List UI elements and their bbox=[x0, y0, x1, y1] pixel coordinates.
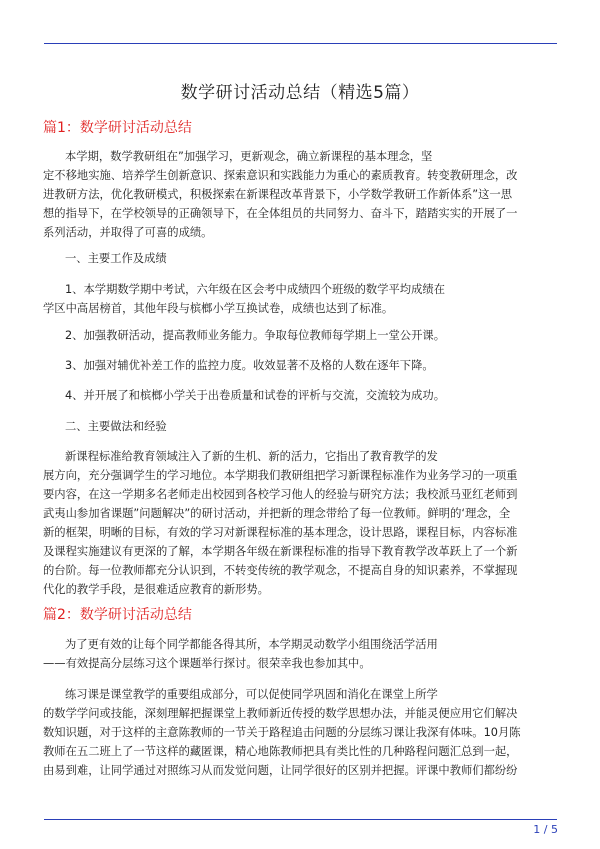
text-line: 由易到难，让同学通过对照练习从而发觉问题，让同学很好的区别并把握。评课中教师们都纷纷 bbox=[43, 764, 518, 777]
item-1-paragraph bbox=[43, 280, 558, 318]
item-2-paragraph bbox=[43, 326, 558, 345]
text-line: 要内容，在这一学期多名老师走出校园到各校学习他人的经验与研究方法；我校派马亚红老师到 bbox=[43, 488, 518, 501]
subheading-text: 二、主要做法和经验 bbox=[65, 420, 167, 433]
text-line: 展方向，充分强调学生的学习地位。本学期我们教研组把学习新课程标准作为业务学习的一项重 bbox=[43, 469, 518, 482]
text-line: 本学期，数学教研组在”加强学习，更新观念，确立新课程的基本理念，坚 bbox=[65, 150, 433, 163]
item-3-paragraph bbox=[43, 356, 558, 375]
text-line: 新课程标准给教育领域注入了新的生机、新的活力，它指出了教育教学的发 bbox=[65, 450, 438, 463]
footer-rule bbox=[44, 819, 557, 820]
text-line: 代化的教学手段，是很难适应教育的新形势。 bbox=[43, 583, 269, 596]
text-line: 新的框架，明晰的目标，有效的学习对新课程标准的基本理念，设计思路，课程目标，内容标准 bbox=[43, 526, 518, 539]
section-2-intro-paragraph bbox=[43, 635, 558, 673]
text-line: 为了更有效的让每个同学都能各得其所，本学期灵动数学小组围绕活学活用 bbox=[65, 638, 438, 651]
text-line: 想的指导下，在学校领导的正确领导下，在全体组员的共同努力、奋斗下，踏踏实实的开展了一 bbox=[43, 207, 518, 220]
text-line: 武夷山参加省课题”问题解决”的研讨活动，并把新的理念带给了每一位教师。鲜明的‘理念，全 bbox=[43, 507, 511, 520]
subheading-main-work bbox=[43, 249, 558, 268]
text-line: 定不移地实施、培养学生创新意识、探索意识和实践能力为重心的素质教育。转变教研理念，改 bbox=[43, 169, 518, 182]
section-1-intro-paragraph bbox=[43, 147, 558, 242]
section-2-body-paragraph bbox=[43, 685, 558, 780]
header-rule bbox=[44, 43, 557, 44]
subheading-text: 一、主要工作及成绩 bbox=[65, 252, 167, 265]
text-line: 1、本学期数学期中考试，六年级在区会考中成绩四个班级的数学平均成绩在 bbox=[65, 283, 445, 296]
text-line: 的台阶。每一位教师都充分认识到，不转变传统的教学观念，不提高自身的知识素养，不掌握现 bbox=[43, 564, 518, 577]
item-4-paragraph bbox=[43, 386, 558, 405]
section-1-heading: 篇1：数学研讨活动总结 bbox=[43, 120, 192, 136]
text-line: 的数学学问或技能，深刻理解把握课堂上教师新近传授的数学思想办法，并能灵便应用它们解决 bbox=[43, 707, 518, 720]
text-line: 教师在五二班上了一节这样的藏匿课，精心地陈教师把具有类比性的几种路程问题汇总到一起， bbox=[43, 745, 518, 758]
text-line: 4、并开展了和槟榔小学关于出卷质量和试卷的评析与交流，交流较为成功。 bbox=[65, 389, 445, 402]
text-line: 2、加强教研活动，提高教师业务能力。争取每位教师每学期上一堂公开课。 bbox=[65, 329, 445, 342]
text-line: 练习课是课堂教学的重要组成部分，可以促使同学巩固和消化在课堂上所学 bbox=[65, 688, 438, 701]
text-line: ——有效提高分层练习这个课题举行探讨。很荣幸我也参加其中。 bbox=[43, 657, 371, 670]
text-line: 数知识题，对于这样的主意陈教师的一节关于路程追击问题的分层练习课让我深有体味。10月陈 bbox=[43, 726, 521, 739]
text-line: 进教研方法，优化教研模式，积极探索在新课程改革背景下，小学数学教研工作新体系”这一思 bbox=[43, 188, 513, 201]
text-line: 学区中高居榜首，其他年段与槟榔小学互换试卷，成绩也达到了标准。 bbox=[43, 302, 394, 315]
subheading-practice bbox=[43, 417, 558, 436]
section-2-heading: 篇2：数学研讨活动总结 bbox=[43, 607, 192, 623]
document-title: 数学研讨活动总结（精选5篇） bbox=[180, 83, 420, 103]
text-line: 3、加强对辅优补差工作的监控力度。收效显著不及格的人数在逐年下降。 bbox=[65, 359, 434, 372]
text-line: 及课程实施建议有更深的了解，本学期各年级在新课程标准的指导下教育教学改革跃上了一个新 bbox=[43, 545, 518, 558]
text-line: 系列活动，并取得了可喜的成绩。 bbox=[43, 226, 213, 239]
page-number: 1 / 5 bbox=[533, 823, 558, 836]
practice-paragraph bbox=[43, 447, 558, 599]
